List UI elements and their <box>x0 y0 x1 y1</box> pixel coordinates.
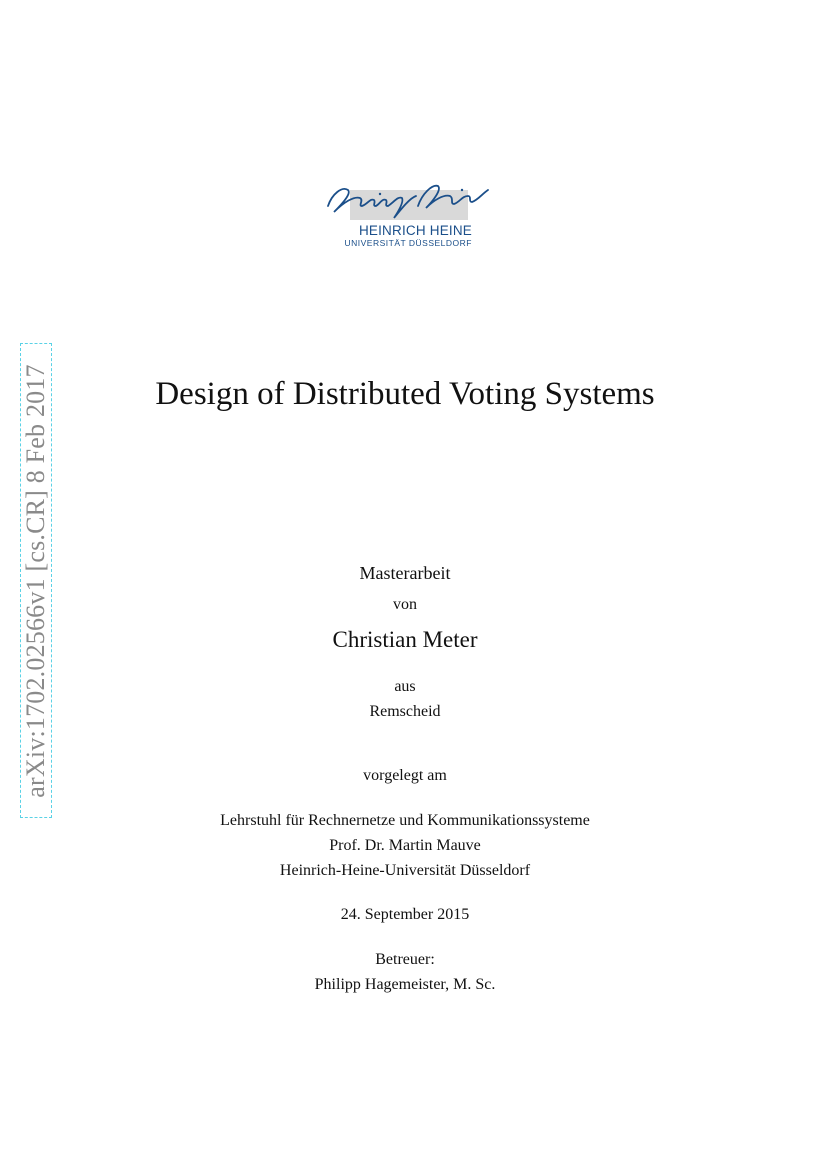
hometown: Remscheid <box>369 703 441 720</box>
logo-name-line1: HEINRICH HEINE <box>358 223 472 238</box>
signature-graphic <box>322 172 492 222</box>
presented-at-label: vorgelegt am <box>363 767 447 784</box>
university-logo <box>322 172 492 250</box>
aus-label: aus <box>394 678 416 695</box>
logo-name-line2: UNIVERSITÄT DÜSSELDORF <box>344 238 472 248</box>
author-name: Christian Meter <box>332 627 478 652</box>
professor-name: Prof. Dr. Martin Mauve <box>329 837 481 854</box>
thesis-title: Design of Distributed Voting Systems <box>155 376 655 412</box>
university-name: Heinrich-Heine-Universität Düsseldorf <box>279 862 531 879</box>
arxiv-identifier[interactable]: arXiv:1702.02566v1 [cs.CR] 8 Feb 2017 <box>21 363 50 798</box>
submission-date: 24. September 2015 <box>340 906 470 923</box>
advisor-name: Philipp Hagemeister, M. Sc. <box>314 976 496 993</box>
chair-name: Lehrstuhl für Rechnernetze und Kommunikationssysteme <box>220 812 590 829</box>
von-label: von <box>393 596 417 613</box>
advisor-label: Betreuer: <box>375 951 435 968</box>
thesis-type: Masterarbeit <box>359 563 451 583</box>
